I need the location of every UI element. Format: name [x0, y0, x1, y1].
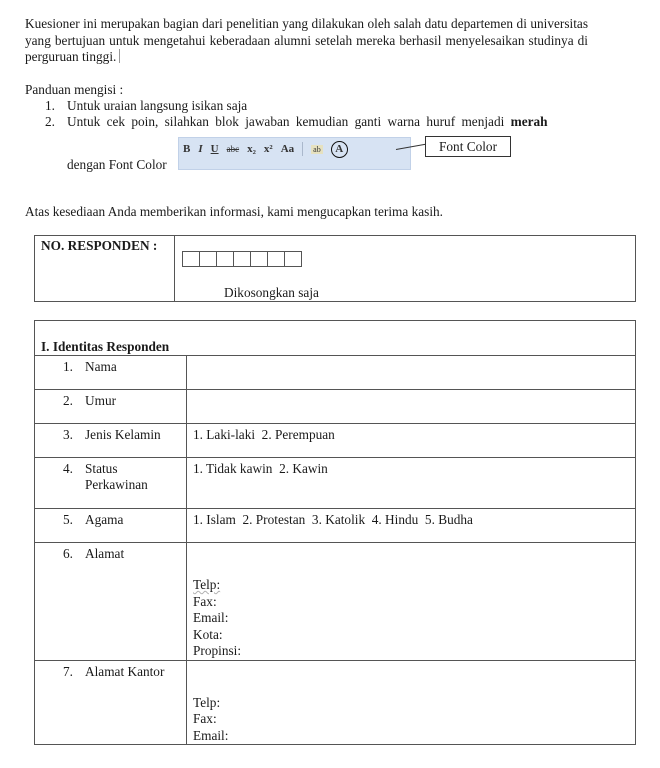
digit-box[interactable] — [233, 251, 251, 267]
jenis-kelamin-options[interactable]: 1. Laki-laki 2. Perempuan — [187, 424, 636, 458]
guide-item-number: 1. — [45, 98, 55, 113]
respondent-label: NO. RESPONDEN : — [35, 236, 175, 302]
fax-field-label: Fax: — [193, 711, 217, 726]
alamat-field[interactable] — [187, 543, 636, 661]
font-toolbar-image — [178, 137, 411, 170]
agama-options[interactable]: 1. Islam 2. Protestan 3. Katolik 4. Hindu 5. Budha — [187, 509, 636, 543]
highlight-icon: ab — [313, 144, 321, 154]
guide-item-text: Untuk uraian langsung isikan saja — [67, 98, 248, 113]
guide-item-1 — [45, 98, 247, 114]
table-row — [35, 356, 636, 390]
row-label — [35, 390, 187, 424]
row-number: 3. — [63, 427, 73, 442]
respondent-number-cell — [175, 236, 636, 302]
italic-icon: I — [198, 143, 203, 155]
nama-field[interactable] — [187, 356, 636, 390]
row-label — [35, 458, 187, 509]
font-color-callout: Font Color — [425, 136, 511, 157]
table-row — [35, 458, 636, 509]
propinsi-field-label: Propinsi: — [193, 643, 242, 658]
guide-item-number: 2. — [45, 114, 55, 129]
table-row — [35, 424, 636, 458]
guide-item-2-continued: dengan Font Color — [67, 157, 167, 172]
umur-field[interactable] — [187, 390, 636, 424]
row-label-text: Agama — [85, 512, 124, 527]
table-row — [35, 543, 636, 661]
identity-table — [34, 320, 636, 745]
row-number: 2. — [63, 393, 73, 408]
table-row — [35, 660, 636, 745]
row-number: 4. — [63, 461, 73, 476]
intro-text: Kuesioner ini merupakan bagian dari penelitian yang dilakukan oleh salah datu departemen di universitas yang bertujuan untuk mengetahui keberadaan alumni setelah mereka berhasil menyelesaikan studinya di perguruan tinggi. — [25, 16, 588, 64]
respondent-number-boxes — [182, 251, 635, 267]
row-number: 7. — [63, 663, 73, 679]
row-label — [35, 509, 187, 543]
digit-box[interactable] — [284, 251, 302, 267]
intro-paragraph — [25, 16, 588, 66]
kota-field-label: Kota: — [193, 626, 223, 642]
telp-field-label: Telp: — [193, 694, 221, 710]
digit-box[interactable] — [216, 251, 234, 267]
digit-box[interactable] — [267, 251, 285, 267]
telp-field-label: Telp: — [193, 577, 221, 592]
digit-box[interactable] — [182, 251, 200, 267]
change-case-icon: Aa — [280, 143, 295, 155]
row-label — [35, 424, 187, 458]
row-number: 1. — [63, 359, 73, 374]
row-label-text: Status Perkawinan — [85, 461, 148, 492]
guide-item-text: Untuk cek poin, silahkan blok jawaban kemudian ganti warna huruf menjadi — [67, 114, 511, 129]
guide-item-2 — [45, 114, 590, 130]
row-label — [35, 543, 187, 661]
strikethrough-icon: abc — [226, 144, 240, 154]
row-label-text: Nama — [85, 359, 117, 374]
superscript-icon: x² — [263, 143, 273, 155]
respondent-number-table — [34, 235, 636, 302]
section-title: I. Identitas Responden — [35, 321, 636, 356]
email-field-label: Email: — [193, 610, 229, 625]
row-label — [35, 660, 187, 745]
guide-item-bold-text: merah — [510, 114, 548, 129]
row-label-text: Alamat — [85, 546, 125, 561]
alamat-kantor-field[interactable] — [187, 660, 636, 745]
respondent-note: Dikosongkan saja — [224, 285, 319, 300]
toolbar-separator — [302, 142, 303, 156]
thanks-text: Atas kesediaan Anda memberikan informasi, kami mengucapkan terima kasih. — [25, 204, 443, 219]
table-row — [35, 390, 636, 424]
table-row — [35, 509, 636, 543]
row-label-text: Jenis Kelamin — [85, 427, 161, 442]
row-number: 5. — [63, 512, 73, 527]
subscript-icon: x₂ — [247, 143, 256, 155]
underline-icon: U — [210, 143, 219, 155]
digit-box[interactable] — [199, 251, 217, 267]
guide-title: Panduan mengisi : — [25, 82, 124, 97]
row-number: 6. — [63, 546, 73, 561]
digit-box[interactable] — [250, 251, 268, 267]
text-cursor — [119, 49, 120, 63]
fax-field-label: Fax: — [193, 593, 217, 609]
email-field-label: Email: — [193, 727, 229, 743]
row-label-text: Alamat Kantor — [85, 663, 165, 679]
row-label — [35, 356, 187, 390]
bold-icon: B — [183, 143, 191, 155]
row-label-text: Umur — [85, 393, 117, 408]
status-perkawinan-options[interactable]: 1. Tidak kawin 2. Kawin — [187, 458, 636, 509]
font-color-icon: A — [331, 141, 348, 158]
